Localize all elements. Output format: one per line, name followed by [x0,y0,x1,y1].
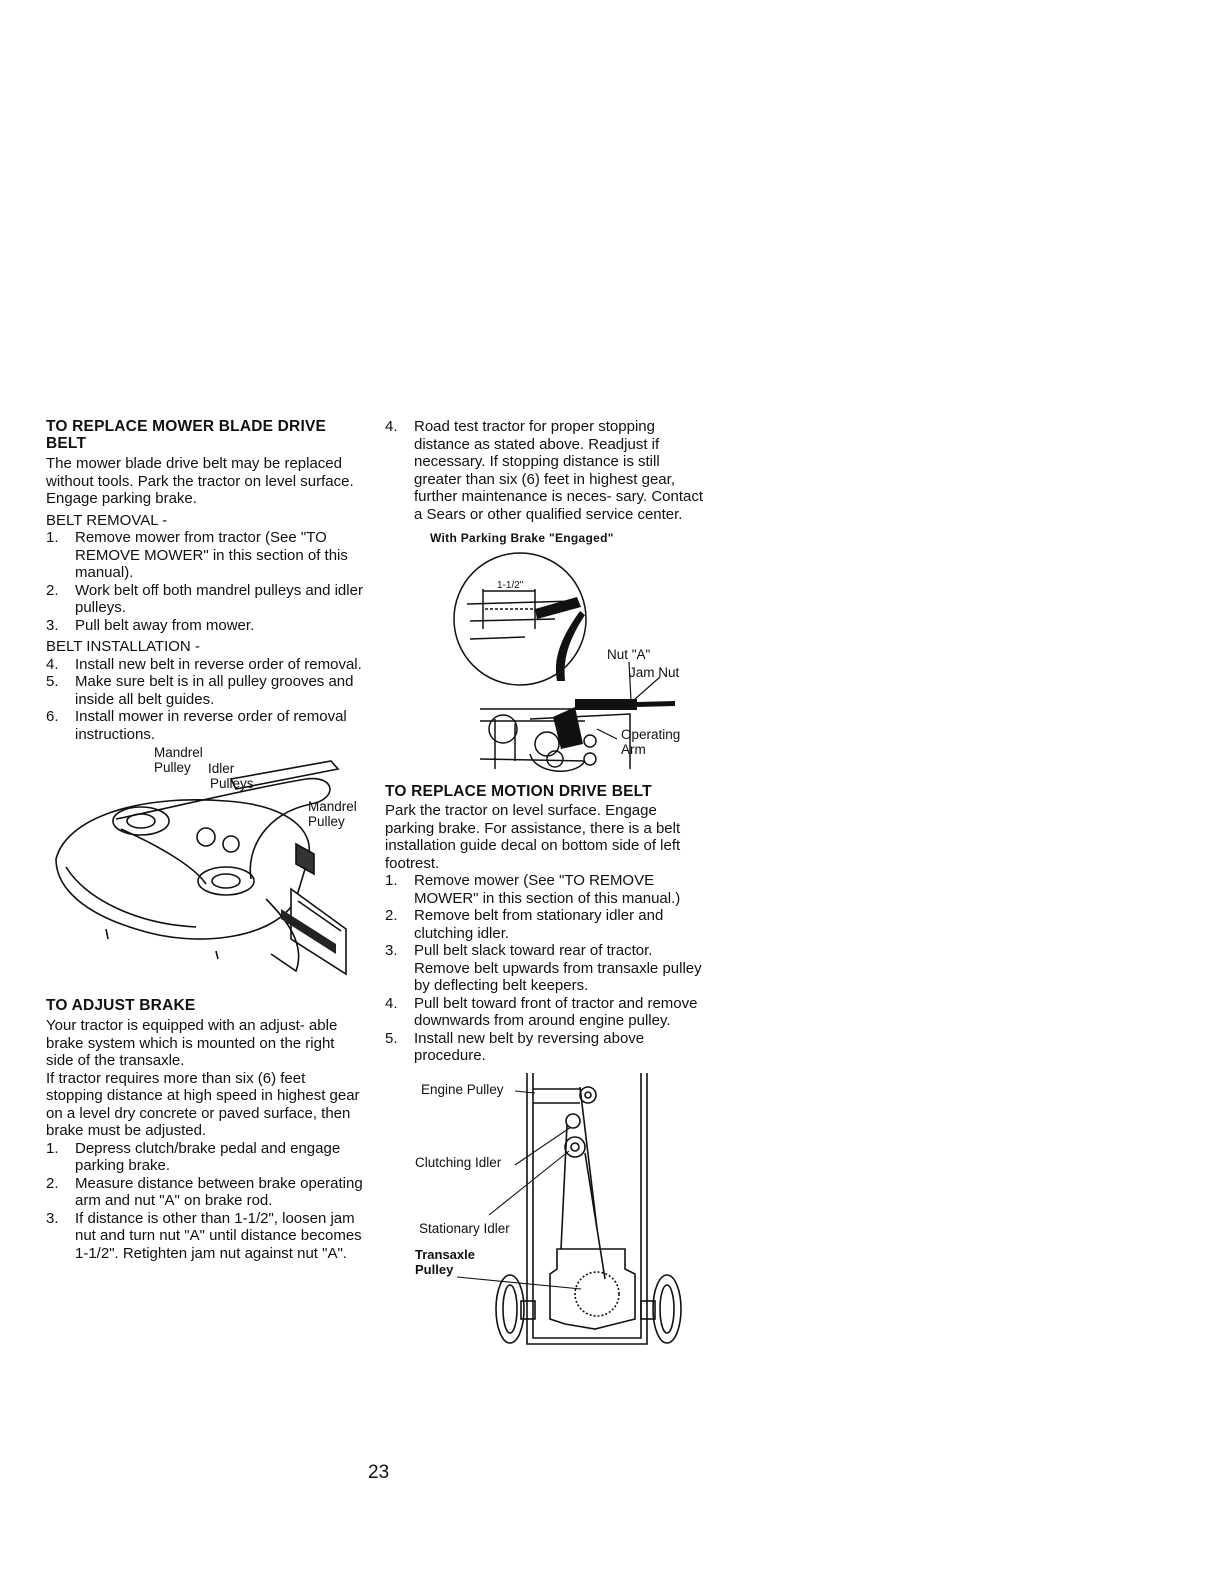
list-item: 5. Install new belt by reversing above procedure. [385,1029,645,1064]
list-item: 4. Pull belt toward front of tractor and remove downwards from around engine pulley. [385,994,698,1029]
right-column [385,418,705,1351]
page-number: 23 [368,1462,390,1483]
mower-deck-illustration [46,749,366,997]
mower-belt-title: TO REPLACE MOWER BLADE DRIVE BELT [46,418,327,452]
list-item: 5. Make sure belt is in all pulley grooves and inside all belt guides. [46,673,354,708]
install-steps [46,656,366,744]
list-item: 4. Install new belt in reverse order of removal. [46,655,362,673]
label-engine-pulley: Engine Pulley [421,1081,504,1097]
belt-installation-heading: BELT INSTALLATION - [46,638,200,655]
label-mandrel-pulley-right: Mandrel Pulley [308,799,357,829]
list-item: 1. Remove mower from tractor (See "TO REMOVE MOWER" in this section of this manual). [46,529,348,581]
adjust-brake-intro-1: Your tractor is equipped with an adjust- able brake system which is mounted on the right side of the transaxle. [46,1017,338,1069]
motion-belt-intro: Park the tractor on level surface. Engage parking brake. For assistance, there is a belt installation guide decal on bottom side of left footrest. [385,802,681,872]
label-nut-a: Nut "A" [607,647,651,662]
label-mandrel-pulley-left: Mandrel Pulley [154,745,203,775]
adjust-brake-steps [46,1140,366,1263]
label-transaxle-pulley: Transaxle Pulley [415,1246,475,1277]
list-item: 1. Remove mower (See "TO REMOVE MOWER" in this section of this manual.) [385,872,681,907]
mower-belt-intro: The mower blade drive belt may be replaced without tools. Park the tractor on level surface. Engage parking brake. [46,455,354,507]
adjust-brake-title: TO ADJUST BRAKE [46,997,196,1014]
label-operating-arm: Operating Arm [621,727,681,757]
brake-figure [385,549,705,779]
road-test-step [385,418,705,523]
label-stationary-idler: Stationary Idler [419,1220,510,1236]
motion-belt-figure [385,1069,705,1351]
motion-belt-illustration [385,1069,705,1351]
adjust-brake-intro-2: If tractor requires more than six (6) feet stopping distance at high speed in highest gear on a level dry concrete or paved surface, then brake must be adjusted. [46,1069,360,1139]
motion-belt-title: TO REPLACE MOTION DRIVE BELT [385,783,652,800]
belt-removal-heading: BELT REMOVAL - [46,511,168,529]
list-item: 1. Depress clutch/brake pedal and engage parking brake. [46,1139,341,1174]
list-item: 3. Pull belt slack toward rear of tractor. Remove belt upwards from transaxle pulley by deflecting belt keepers. [385,942,702,994]
list-item: 6. Install mower in reverse order of removal instructions. [46,708,347,743]
label-dimension: 1-1/2" [497,580,524,591]
list-item: 2. Work belt off both mandrel pulleys and idler pulleys. [46,581,363,616]
label-clutching-idler: Clutching Idler [415,1154,502,1170]
list-item: 2. Remove belt from stationary idler and clutching idler. [385,907,664,942]
mower-deck-figure [46,745,366,997]
list-item: 3. Pull belt away from mower. [46,616,255,634]
label-jam-nut: Jam Nut [629,665,680,680]
list-item: 3. If distance is other than 1-1/2", loosen jam nut and turn nut "A" until distance becomes 1-1/2". Retighten jam nut against nut "A". [46,1209,362,1262]
brake-figure-caption: With Parking Brake "Engaged" [430,531,614,545]
label-idler-pulleys: Idler Pulleys [208,761,254,791]
removal-steps [46,529,366,634]
list-item: 4. Road test tractor for proper stopping distance as stated above. Readjust if necessary. If stopping distance is still greater than six (6) feet in highest gear, further maintenance is neces- sary. Contact a Sears or other qualified service center. [385,418,704,523]
list-item: 2. Measure distance between brake operating arm and nut "A" on brake rod. [46,1174,363,1209]
motion-belt-steps [385,872,705,1065]
left-column [46,418,366,1262]
